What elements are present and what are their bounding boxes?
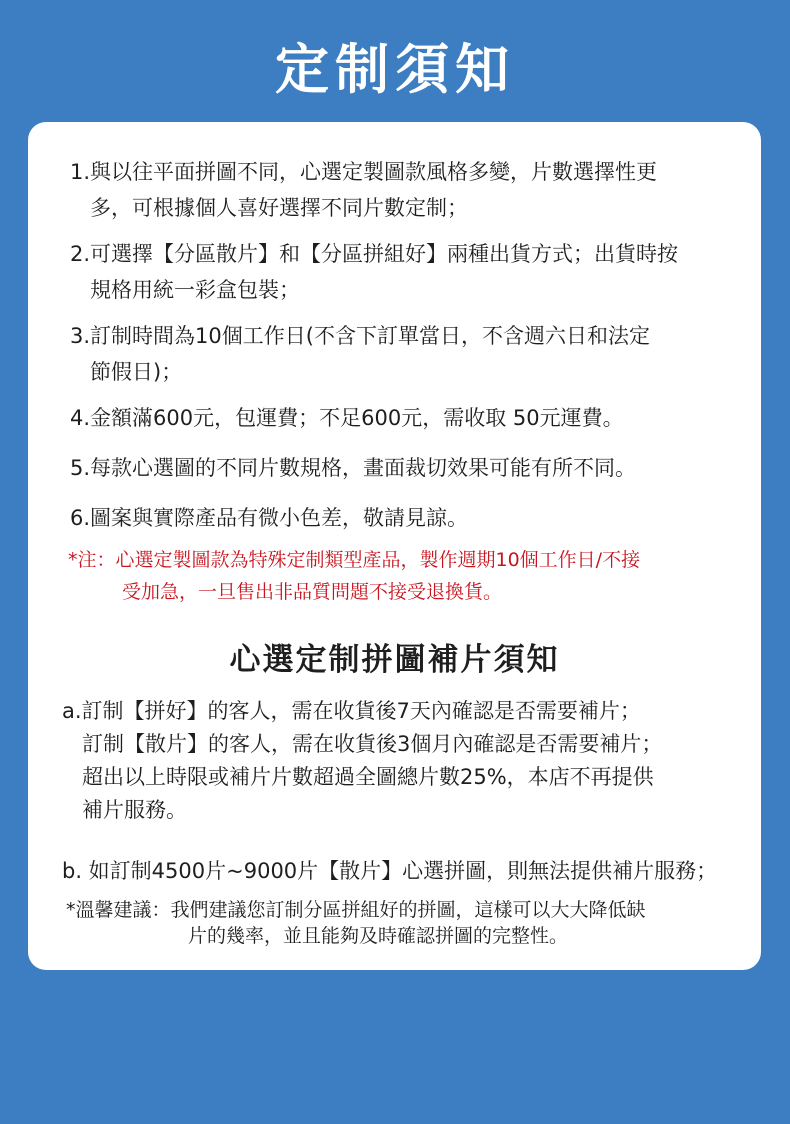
item-2-line-1: 2.可選擇【分區散片】和【分區拼組好】兩種出貨方式；出貨時按	[70, 242, 679, 266]
supplement-a-line-1: a.訂制【拼好】的客人，需在收貨後7天內確認是否需要補片；	[62, 699, 641, 723]
item-5: 5.每款心選圖的不同片數規格，畫面裁切效果可能有所不同。	[70, 456, 637, 480]
supplement-a-line-4: 補片服務。	[82, 798, 187, 822]
supplement-a-line-3: 超出以上時限或補片片數超過全圖總片數25%，本店不再提供	[82, 765, 654, 789]
tip-line-1: *溫馨建議：我們建議您訂制分區拼組好的拼圖，這樣可以大大降低缺	[66, 899, 646, 921]
supplement-a-line-2: 訂制【散片】的客人，需在收貨後3個月內確認是否需要補片；	[82, 732, 663, 756]
item-1-line-1: 1.與以往平面拼圖不同，心選定製圖款風格多變，片數選擇性更	[70, 160, 658, 184]
item-3-line-2: 節假日)；	[90, 360, 183, 384]
note-line-1: *注：心選定製圖款為特殊定制類型產品，製作週期10個工作日/不接	[68, 549, 641, 571]
item-3-line-1: 3.訂制時間為10個工作日(不含下訂單當日，不含週六日和法定	[70, 324, 650, 348]
item-6: 6.圖案與實際產品有微小色差，敬請見諒。	[70, 506, 469, 530]
note-line-2: 受加急，一旦售出非品質問題不接受退換貨。	[122, 581, 503, 603]
page-title: 定制須知	[275, 38, 515, 101]
item-4: 4.金額滿600元，包運費；不足600元，需收取 50元運費。	[70, 406, 624, 430]
tip-line-2: 片的幾率，並且能夠及時確認拼圖的完整性。	[188, 925, 569, 947]
item-1-line-2: 多，可根據個人喜好選擇不同片數定制；	[90, 196, 468, 220]
notice-card	[28, 122, 761, 970]
supplement-b: b. 如訂制4500片~9000片【散片】心選拼圖，則無法提供補片服務；	[62, 859, 718, 883]
item-2-line-2: 規格用統一彩盒包裝；	[90, 278, 300, 302]
supplement-title: 心選定制拼圖補片須知	[229, 642, 560, 678]
